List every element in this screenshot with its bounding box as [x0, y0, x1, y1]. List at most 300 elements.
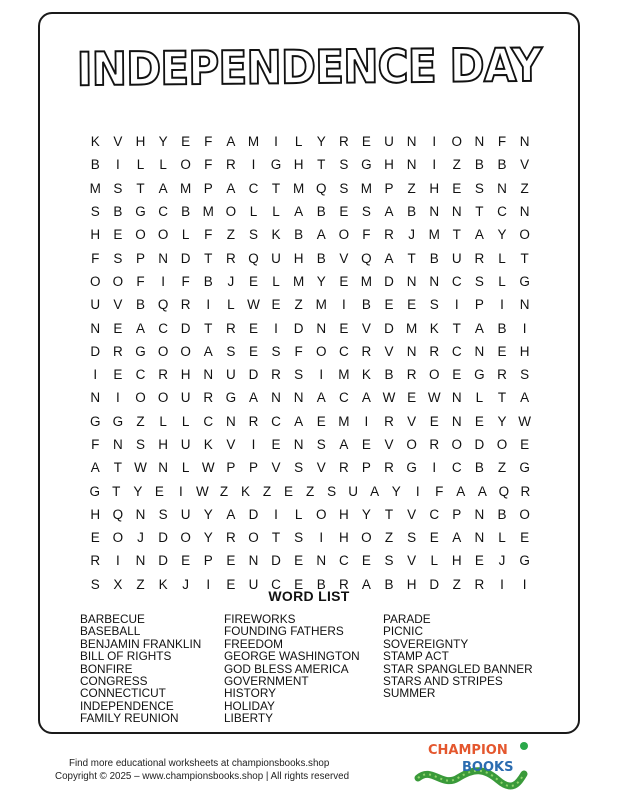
grid-row	[84, 503, 536, 526]
grid-letter: V	[316, 460, 326, 476]
grid-letter: Z	[452, 157, 461, 173]
grid-letter: Z	[136, 413, 145, 429]
grid-letter: W	[201, 460, 215, 476]
grid-letter: R	[271, 367, 281, 383]
grid-letter: B	[407, 204, 417, 220]
grid-letter: N	[451, 413, 462, 429]
word-list-item: INDEPENDENCE	[80, 698, 174, 713]
grid-letter: I	[179, 483, 183, 499]
grid-letter: I	[522, 576, 527, 592]
grid-letter: K	[158, 576, 168, 592]
word-list-item: FREEDOM	[224, 636, 283, 651]
grid-row	[84, 223, 536, 246]
grid-letter: U	[225, 367, 236, 383]
grid-letter: E	[181, 553, 191, 569]
grid-letter: Y	[497, 227, 507, 243]
word-list-item: GOD BLESS AMERICA	[224, 661, 349, 676]
grid-letter: D	[158, 530, 168, 546]
grid-letter: H	[90, 227, 101, 243]
grid-letter: I	[319, 367, 324, 383]
grid-letter: M	[360, 180, 373, 196]
grid-letter: P	[361, 460, 371, 476]
grid-letter: H	[384, 157, 394, 173]
grid-letter: L	[498, 273, 506, 289]
grid-letter: N	[135, 553, 146, 569]
grid-letter: G	[519, 273, 530, 289]
word-list-item: BARBECUE	[80, 612, 145, 626]
grid-letter: N	[406, 134, 417, 150]
grid-letter: T	[497, 390, 507, 406]
grid-letter: E	[294, 553, 304, 569]
grid-letter: N	[474, 343, 485, 359]
grid-letter: A	[361, 576, 371, 592]
grid-letter: Z	[136, 576, 145, 592]
grid-letter: E	[226, 576, 236, 592]
grid-letter: F	[294, 343, 303, 359]
grid-letter: S	[294, 367, 304, 383]
grid-letter: I	[500, 576, 504, 592]
grid-letter: A	[226, 180, 236, 196]
grid-letter: E	[361, 134, 371, 150]
grid-letter: D	[180, 250, 191, 266]
word-list-item: GOVERNMENT	[224, 674, 309, 689]
grid-letter: L	[227, 297, 235, 313]
grid-letter: F	[91, 250, 100, 266]
grid-letter: I	[432, 134, 437, 150]
grid-letter: P	[135, 250, 145, 266]
grid-letter: O	[338, 227, 350, 243]
grid-letter: V	[226, 437, 236, 452]
grid-letter: O	[496, 437, 508, 452]
grid-letter: Z	[226, 227, 235, 243]
grid-letter: B	[384, 367, 394, 383]
grid-letter: T	[204, 320, 213, 336]
grid-letter: D	[384, 273, 394, 289]
grid-letter: P	[248, 460, 258, 476]
grid-letter: E	[226, 553, 236, 569]
grid-letter: H	[338, 530, 349, 546]
word-list-column-3	[383, 613, 533, 700]
grid-letter: O	[180, 343, 191, 359]
grid-letter: D	[180, 320, 191, 336]
grid-letter: E	[520, 437, 530, 452]
grid-letter: X	[113, 576, 123, 592]
grid-letter: A	[474, 227, 484, 243]
grid-letter: M	[315, 297, 327, 313]
grid-letter: R	[338, 134, 349, 150]
grid-letter: N	[451, 390, 462, 406]
grid-letter: T	[384, 506, 394, 522]
grid-letter: D	[248, 506, 259, 522]
word-list-item: CONGRESS	[80, 674, 148, 689]
grid-letter: Z	[497, 460, 507, 476]
word-list-item: STAMP ACT	[383, 649, 449, 664]
grid-letter: K	[90, 134, 100, 150]
word-list-item: CONNECTICUT	[80, 686, 166, 701]
grid-letter: E	[339, 204, 349, 220]
grid-letter: C	[497, 204, 507, 220]
grid-letter: S	[113, 180, 123, 196]
grid-letter: L	[159, 157, 167, 173]
grid-letter: E	[429, 530, 439, 546]
grid-letter: E	[407, 297, 417, 313]
word-list-item: FOUNDING FATHERS	[224, 624, 344, 639]
grid-letter: E	[113, 227, 123, 243]
grid-letter: D	[293, 320, 304, 336]
grid-letter: K	[203, 437, 213, 452]
grid-letter: R	[474, 576, 485, 592]
grid-letter: G	[270, 157, 282, 173]
grid-letter: A	[316, 390, 326, 406]
grid-letter: R	[158, 367, 168, 383]
grid-letter: H	[90, 506, 101, 522]
grid-letter: Y	[497, 413, 507, 429]
grid-letter: L	[475, 390, 484, 406]
grid-letter: Q	[112, 506, 124, 522]
grid-letter: U	[348, 483, 359, 499]
grid-letter: I	[93, 367, 98, 383]
grid-letter: G	[112, 413, 124, 429]
grid-letter: F	[181, 273, 190, 289]
grid-letter: N	[271, 390, 281, 406]
champion-books-logo	[412, 738, 530, 790]
grid-letter: W	[518, 413, 531, 429]
grid-letter: A	[203, 343, 213, 359]
grid-letter: S	[384, 553, 394, 569]
grid-letter: E	[90, 530, 100, 546]
grid-letter: E	[361, 437, 371, 452]
grid-letter: M	[89, 180, 101, 196]
grid-letter: H	[293, 250, 304, 266]
grid-row	[84, 410, 536, 433]
grid-letter: E	[452, 367, 462, 383]
grid-letter: V	[407, 413, 417, 429]
grid-letter: D	[429, 576, 440, 592]
grid-letter: S	[226, 343, 236, 359]
grid-letter: M	[202, 204, 214, 220]
grid-letter: Y	[391, 483, 401, 499]
grid-letter: K	[429, 320, 439, 336]
grid-letter: R	[497, 367, 507, 383]
grid-letter: H	[406, 576, 417, 592]
grid-letter: P	[226, 460, 236, 476]
grid-letter: Y	[316, 273, 326, 289]
grid-letter: I	[274, 320, 278, 336]
grid-letter: I	[454, 297, 459, 313]
grid-letter: T	[317, 157, 326, 173]
grid-row	[84, 526, 536, 549]
grid-letter: G	[519, 553, 530, 569]
grid-letter: I	[415, 483, 420, 499]
grid-letter: N	[225, 413, 236, 429]
grid-letter: T	[520, 250, 529, 266]
grid-letter: O	[451, 437, 463, 452]
grid-letter: E	[181, 134, 191, 150]
grid-letter: R	[180, 297, 191, 313]
grid-letter: B	[497, 320, 507, 336]
grid-letter: E	[452, 180, 462, 196]
word-list-item: HOLIDAY	[224, 698, 275, 713]
grid-row	[84, 549, 536, 572]
grid-letter: C	[338, 343, 349, 359]
grid-letter: A	[520, 390, 530, 406]
grid-letter: Q	[157, 297, 169, 313]
grid-letter: O	[180, 530, 191, 546]
logo-text-champion: CHAMPION	[428, 743, 508, 758]
word-list-item: BONFIRE	[80, 661, 133, 676]
grid-letter: S	[158, 506, 168, 522]
grid-letter: S	[294, 530, 304, 546]
grid-letter: V	[361, 320, 371, 336]
grid-letter: Y	[361, 506, 371, 522]
grid-letter: T	[452, 227, 461, 243]
grid-letter: U	[271, 250, 281, 266]
grid-letter: M	[247, 134, 260, 150]
grid-row	[84, 456, 536, 479]
grid-letter: S	[407, 530, 417, 546]
grid-letter: B	[361, 297, 371, 313]
grid-letter: K	[361, 367, 371, 383]
grid-row	[84, 340, 536, 363]
grid-letter: E	[154, 483, 164, 499]
grid-letter: E	[248, 320, 258, 336]
grid-letter: N	[519, 204, 530, 220]
grid-letter: O	[225, 204, 237, 220]
grid-letter: T	[204, 250, 213, 266]
word-list-item: FAMILY REUNION	[80, 711, 179, 726]
grid-letter: L	[430, 553, 438, 569]
grid-letter: C	[271, 576, 281, 592]
grid-letter: S	[474, 273, 484, 289]
word-list-item: HISTORY	[224, 686, 277, 701]
grid-letter: I	[206, 576, 211, 592]
grid-letter: T	[271, 180, 281, 196]
grid-letter: A	[316, 227, 326, 243]
grid-letter: F	[435, 483, 444, 499]
grid-letter: C	[158, 204, 168, 220]
grid-letter: N	[248, 553, 259, 569]
grid-letter: E	[384, 297, 394, 313]
grid-letter: H	[135, 134, 146, 150]
grid-letter: O	[112, 273, 124, 289]
grid-letter: N	[474, 134, 485, 150]
grid-letter: Y	[203, 506, 213, 522]
grid-letter: F	[204, 157, 213, 173]
grid-letter: K	[240, 483, 250, 499]
word-list-item: GEORGE WASHINGTON	[224, 649, 360, 664]
grid-letter: S	[429, 297, 439, 313]
grid-letter: L	[272, 204, 280, 220]
grid-letter: I	[341, 297, 346, 313]
grid-letter: U	[180, 437, 191, 452]
page-title: INDEPENDENCE DAY	[76, 37, 542, 97]
word-list-column-1	[80, 613, 201, 725]
grid-letter: B	[90, 157, 100, 173]
grid-letter: P	[203, 180, 213, 196]
grid-letter: N	[474, 530, 485, 546]
grid-letter: O	[361, 530, 372, 546]
grid-letter: N	[497, 180, 507, 196]
grid-letter: S	[339, 157, 349, 173]
grid-letter: B	[384, 576, 394, 592]
grid-letter: T	[113, 460, 123, 476]
grid-letter: V	[384, 437, 394, 452]
grid-letter: O	[112, 530, 124, 546]
grid-row	[84, 363, 536, 386]
grid-letter: E	[294, 576, 304, 592]
grid-letter: V	[407, 553, 417, 569]
grid-letter: Z	[219, 483, 229, 499]
grid-letter: S	[474, 180, 484, 196]
grid-letter: N	[429, 273, 440, 289]
grid-letter: W	[134, 460, 147, 476]
grid-letter: H	[180, 367, 191, 383]
grid-letter: O	[519, 506, 530, 522]
grid-letter: M	[180, 180, 192, 196]
grid-letter: T	[136, 180, 145, 196]
grid-letter: R	[429, 343, 440, 359]
grid-letter: L	[181, 460, 190, 476]
grid-letter: J	[227, 273, 235, 289]
grid-letter: C	[451, 343, 462, 359]
copyright-text: Copyright © 2025 – www.championsbooks.shop | All rights reserved	[55, 771, 350, 782]
grid-letter: D	[271, 553, 281, 569]
grid-letter: A	[158, 180, 168, 196]
grid-letter: O	[135, 390, 146, 406]
grid-letter: L	[181, 413, 190, 429]
grid-letter: I	[319, 530, 324, 546]
grid-letter: Z	[384, 530, 394, 546]
grid-letter: H	[429, 180, 440, 196]
grid-letter: O	[157, 227, 169, 243]
grid-letter: E	[361, 553, 371, 569]
grid-letter: I	[364, 413, 369, 429]
grid-letter: E	[429, 413, 439, 429]
grid-letter: G	[406, 460, 417, 476]
grid-letter: O	[180, 157, 191, 173]
grid-letter: A	[135, 320, 145, 336]
grid-letter: L	[249, 204, 258, 220]
grid-letter: I	[432, 460, 437, 476]
grid-letter: G	[89, 483, 101, 499]
grid-letter: E	[271, 297, 281, 313]
grid-letter: O	[157, 343, 169, 359]
grid-letter: O	[135, 227, 146, 243]
grid-letter: Y	[316, 134, 326, 150]
grid-letter: I	[274, 134, 278, 150]
grid-letter: J	[182, 576, 190, 592]
grid-letter: I	[522, 320, 527, 336]
grid-letter: G	[519, 460, 530, 476]
grid-letter: I	[251, 437, 256, 452]
grid-letter: N	[406, 273, 417, 289]
grid-letter: N	[406, 157, 417, 173]
grid-letter: D	[248, 367, 259, 383]
grid-letter: O	[315, 506, 327, 522]
grid-letter: I	[274, 506, 278, 522]
grid-letter: I	[161, 273, 165, 289]
word-list-item: BENJAMIN FRANKLIN	[80, 636, 202, 651]
grid-letter: G	[225, 390, 237, 406]
grid-letter: U	[180, 506, 191, 522]
word-list-item: SUMMER	[383, 686, 436, 701]
grid-letter: E	[497, 343, 507, 359]
grid-letter: Z	[407, 180, 416, 196]
grid-letter: G	[474, 367, 485, 383]
grid-letter: B	[316, 250, 326, 266]
grid-row	[84, 177, 536, 200]
grid-letter: E	[248, 343, 258, 359]
word-list-item: PARADE	[383, 612, 431, 626]
grid-letter: S	[327, 483, 337, 499]
grid-letter: F	[91, 437, 100, 452]
grid-letter: A	[248, 390, 258, 406]
grid-letter: J	[498, 553, 506, 569]
grid-letter: R	[225, 250, 236, 266]
grid-letter: L	[272, 273, 280, 289]
grid-letter: Z	[520, 180, 529, 196]
grid-letter: N	[135, 506, 146, 522]
grid-letter: C	[248, 180, 259, 196]
grid-letter: E	[271, 437, 281, 452]
grid-letter: T	[112, 483, 121, 499]
grid-letter: S	[361, 204, 371, 220]
grid-letter: S	[271, 343, 281, 359]
grid-letter: R	[90, 553, 101, 569]
grid-letter: A	[477, 483, 487, 499]
grid-letter: S	[90, 204, 100, 220]
grid-letter: Y	[133, 483, 143, 499]
grid-letter: N	[203, 367, 214, 383]
grid-letter: A	[474, 320, 484, 336]
grid-letter: L	[136, 157, 145, 173]
grid-letter: B	[181, 204, 191, 220]
grid-row	[84, 153, 536, 176]
grid-letter: H	[338, 506, 349, 522]
grid-letter: S	[248, 227, 258, 243]
word-list-item: BILL OF RIGHTS	[80, 649, 172, 664]
grid-row	[84, 130, 536, 153]
grid-letter: B	[316, 204, 326, 220]
grid-letter: Z	[305, 483, 315, 499]
grid-letter: V	[407, 506, 417, 522]
grid-letter: O	[451, 134, 463, 150]
grid-letter: C	[158, 320, 168, 336]
grid-letter: I	[116, 157, 120, 173]
grid-letter: R	[225, 530, 236, 546]
grid-letter: U	[248, 576, 259, 592]
word-list-column-2	[224, 613, 360, 725]
grid-letter: T	[407, 250, 416, 266]
grid-letter: N	[451, 204, 462, 220]
grid-letter: S	[90, 576, 100, 592]
grid-letter: N	[406, 343, 417, 359]
grid-letter: N	[519, 134, 530, 150]
grid-letter: A	[384, 204, 394, 220]
grid-letter: N	[113, 437, 123, 452]
grid-letter: L	[498, 530, 506, 546]
grid-letter: I	[251, 157, 256, 173]
grid-letter: W	[196, 483, 209, 499]
grid-letter: F	[204, 134, 213, 150]
grid-letter: I	[432, 157, 437, 173]
grid-letter: C	[271, 413, 281, 429]
grid-letter: G	[90, 413, 101, 429]
grid-letter: N	[316, 320, 327, 336]
grid-letter: Q	[315, 180, 327, 196]
grid-letter: Q	[248, 250, 259, 266]
grid-letter: E	[520, 530, 530, 546]
